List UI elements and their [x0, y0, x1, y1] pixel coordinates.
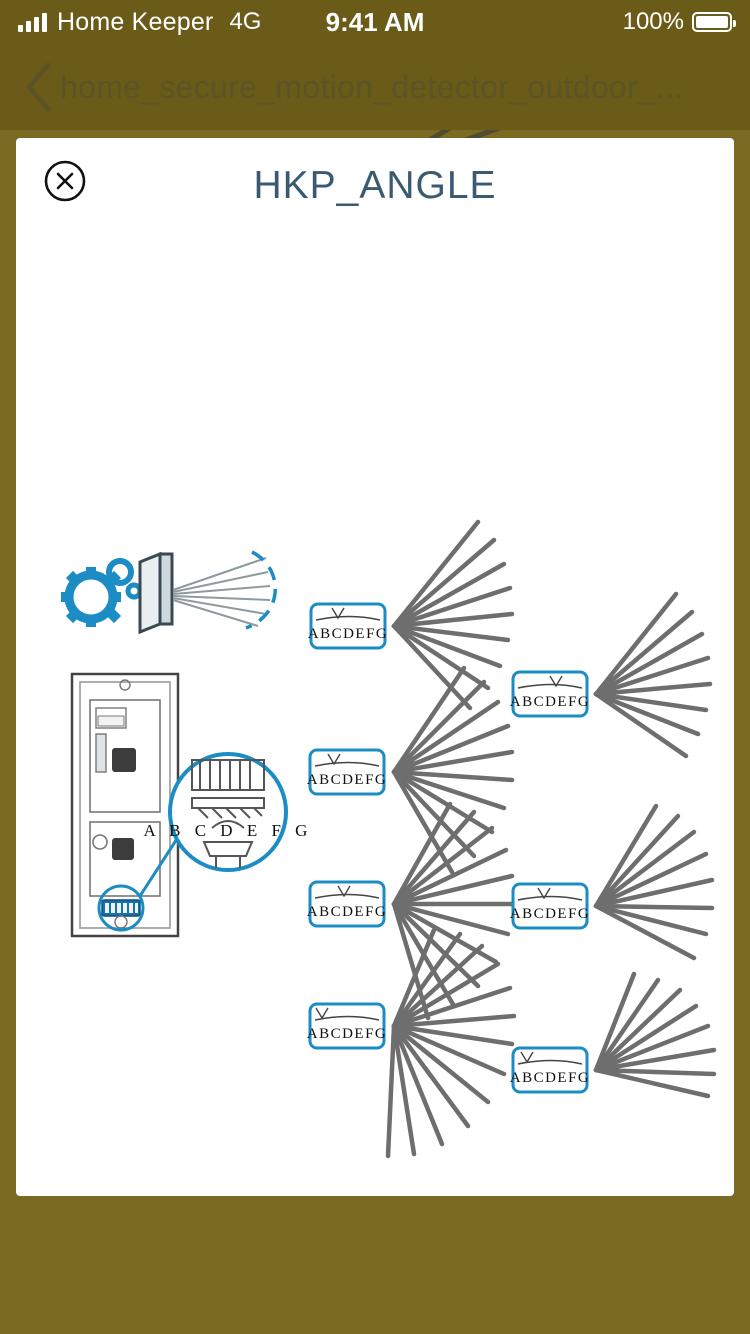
status-bar-right — [623, 8, 732, 36]
gears-icon — [61, 561, 140, 627]
navigation-bar — [0, 44, 750, 130]
angle-fan-5 — [596, 594, 710, 756]
network-type-label: 4G — [229, 8, 262, 35]
motion-detector-beam-icon — [140, 552, 275, 632]
dip-switch-block-4 — [307, 1004, 388, 1048]
battery-percent-label: 100% — [622, 8, 684, 35]
dip-switch-block-7 — [510, 1048, 591, 1092]
svg-text:A B C D E F G: A B C D E F G — [143, 821, 313, 840]
svg-text:ABCDEFG: ABCDEFG — [509, 1070, 591, 1086]
dip-switch-block-5 — [510, 672, 591, 716]
signal-bars-icon — [18, 12, 47, 32]
dip-switch-block-2 — [307, 750, 388, 794]
image-viewer-modal — [16, 138, 734, 1196]
svg-text:ABCDEFG: ABCDEFG — [509, 694, 591, 710]
dip-switch-angle-diagram — [16, 242, 734, 1196]
dip-switch-block-3 — [307, 882, 388, 926]
svg-text:ABCDEFG: ABCDEFG — [306, 904, 388, 920]
status-bar-left — [18, 8, 261, 37]
modal-title: HKP_ANGLE — [253, 164, 497, 207]
dip-switch-block-1 — [308, 604, 389, 648]
svg-text:ABCDEFG: ABCDEFG — [306, 772, 388, 788]
clock-label: 9:41 AM — [325, 6, 425, 37]
svg-text:ABCDEFG: ABCDEFG — [307, 626, 389, 642]
status-bar — [0, 0, 750, 44]
angle-fan-7 — [596, 974, 714, 1096]
angle-fan-6 — [596, 806, 712, 958]
angle-fan-1 — [394, 522, 512, 708]
detector-housing-illustration — [72, 674, 312, 936]
angle-fan-2 — [394, 668, 512, 872]
svg-text:ABCDEFG: ABCDEFG — [306, 1026, 388, 1042]
dip-switch-block-6 — [510, 884, 591, 928]
modal-header — [16, 138, 734, 242]
carrier-label: Home Keeper — [57, 7, 214, 36]
battery-full-icon — [692, 12, 732, 32]
svg-text:ABCDEFG: ABCDEFG — [509, 906, 591, 922]
page-title: home_secure_motion_detector_outdoor_... — [60, 68, 684, 105]
angle-fan-4 — [388, 930, 514, 1156]
chevron-left-icon[interactable] — [16, 57, 60, 117]
